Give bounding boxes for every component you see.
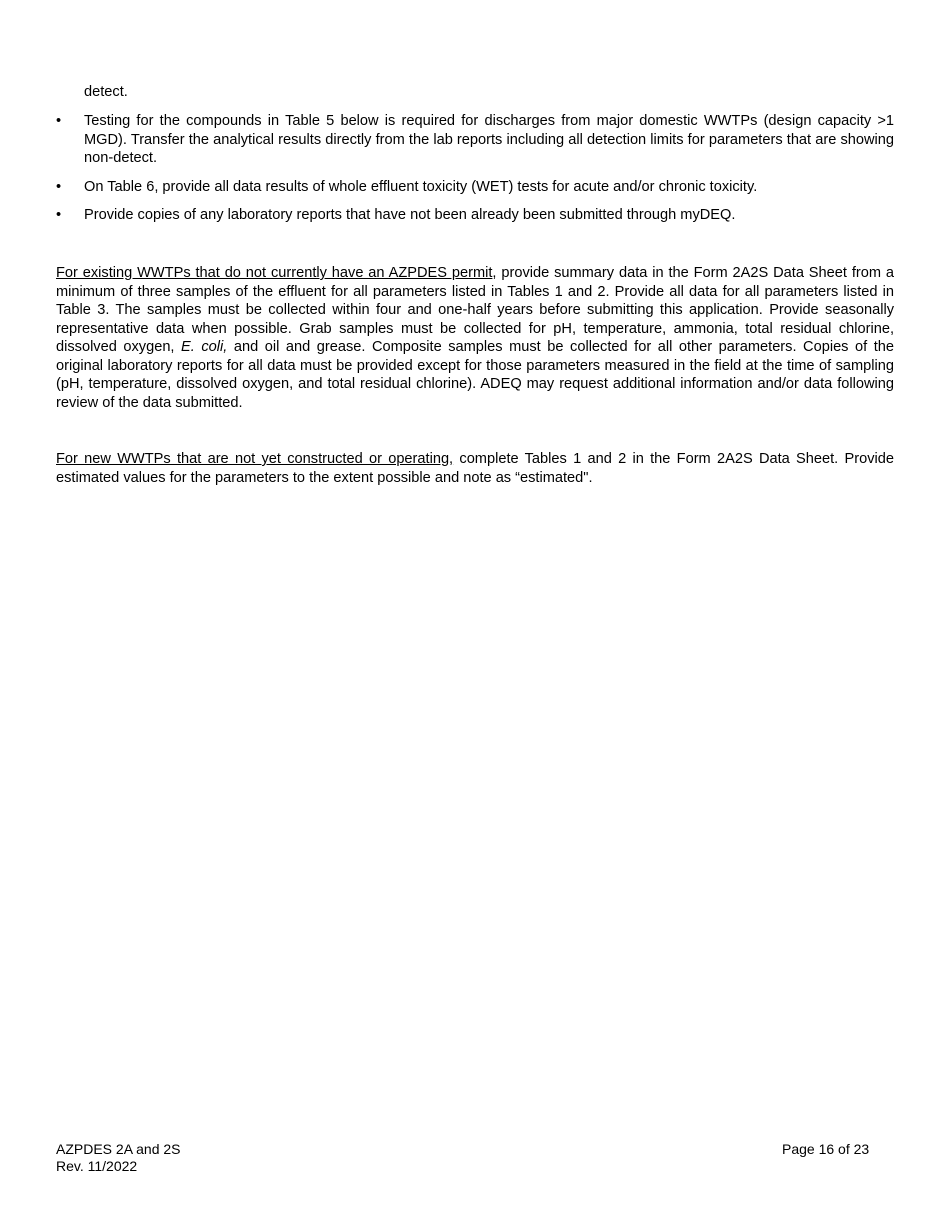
bullet-icon: • bbox=[56, 113, 62, 129]
new-wwtp-paragraph bbox=[56, 450, 894, 487]
list-item bbox=[56, 178, 894, 197]
continued-text: detect. bbox=[84, 84, 128, 100]
new-wwtp-text: complete Tables 1 and 2 in the Form 2A2S Data Sheet. Provide estimated values for the parameters to the extent possible and note as “estimated". bbox=[56, 451, 894, 486]
list-item-text: Testing for the compounds in Table 5 below is required for discharges from major domestic WWTPs (design capacity >1 MGD). Transfer the analytical results directly from the lab reports including all detection limits for parameters that are showing non-detect. bbox=[84, 113, 894, 166]
existing-wwtp-text-b: and oil and grease. Composite samples must be collected for all other parameters. Copies of the original laboratory reports for all data must be provided except for those parameters measured in the field at the time of sampling (pH, temperature, dissolved oxygen, and total residual chlorine). ADEQ may request additional information and/or data following review of the data submitted. bbox=[56, 339, 895, 411]
footer-form-name: AZPDES 2A and 2S bbox=[56, 1141, 181, 1157]
new-wwtp-heading: For new WWTPs that are not yet constructed or operating, bbox=[56, 451, 454, 467]
bullet-icon: • bbox=[56, 178, 62, 195]
list-item-text: Provide copies of any laboratory reports that have not been already been submitted through myDEQ. bbox=[84, 207, 736, 223]
requirements-list bbox=[56, 112, 894, 235]
bullet-icon: • bbox=[56, 207, 62, 223]
existing-wwtp-paragraph bbox=[56, 264, 894, 412]
list-item-text: On Table 6, provide all data results of whole effluent toxicity (WET) tests for acute and/or chronic toxicity. bbox=[84, 178, 758, 195]
footer-page-number: Page 16 of 23 bbox=[782, 1141, 870, 1157]
list-item bbox=[56, 206, 894, 225]
list-item bbox=[56, 112, 894, 168]
footer-revision: Rev. 11/2022 bbox=[56, 1158, 138, 1174]
existing-wwtp-heading: For existing WWTPs that do not currently have an AZPDES permit bbox=[56, 265, 493, 281]
footer-left bbox=[56, 1141, 181, 1175]
existing-wwtp-text-a: , provide summary data in the Form 2A2S Data Sheet from a minimum of three samples of the effluent for all parameters listed in Tables 1 and 2. Provide all data for all parameters listed in Table 3. The samples must be collected within four and one-half years before submitting this application. Provide seasonally representative data when possible. Grab samples must be collected for pH, temperature, ammonia, total residual chlorine, dissolved oxygen, bbox=[56, 265, 894, 355]
ecoli-term: E. coli, bbox=[181, 339, 228, 355]
